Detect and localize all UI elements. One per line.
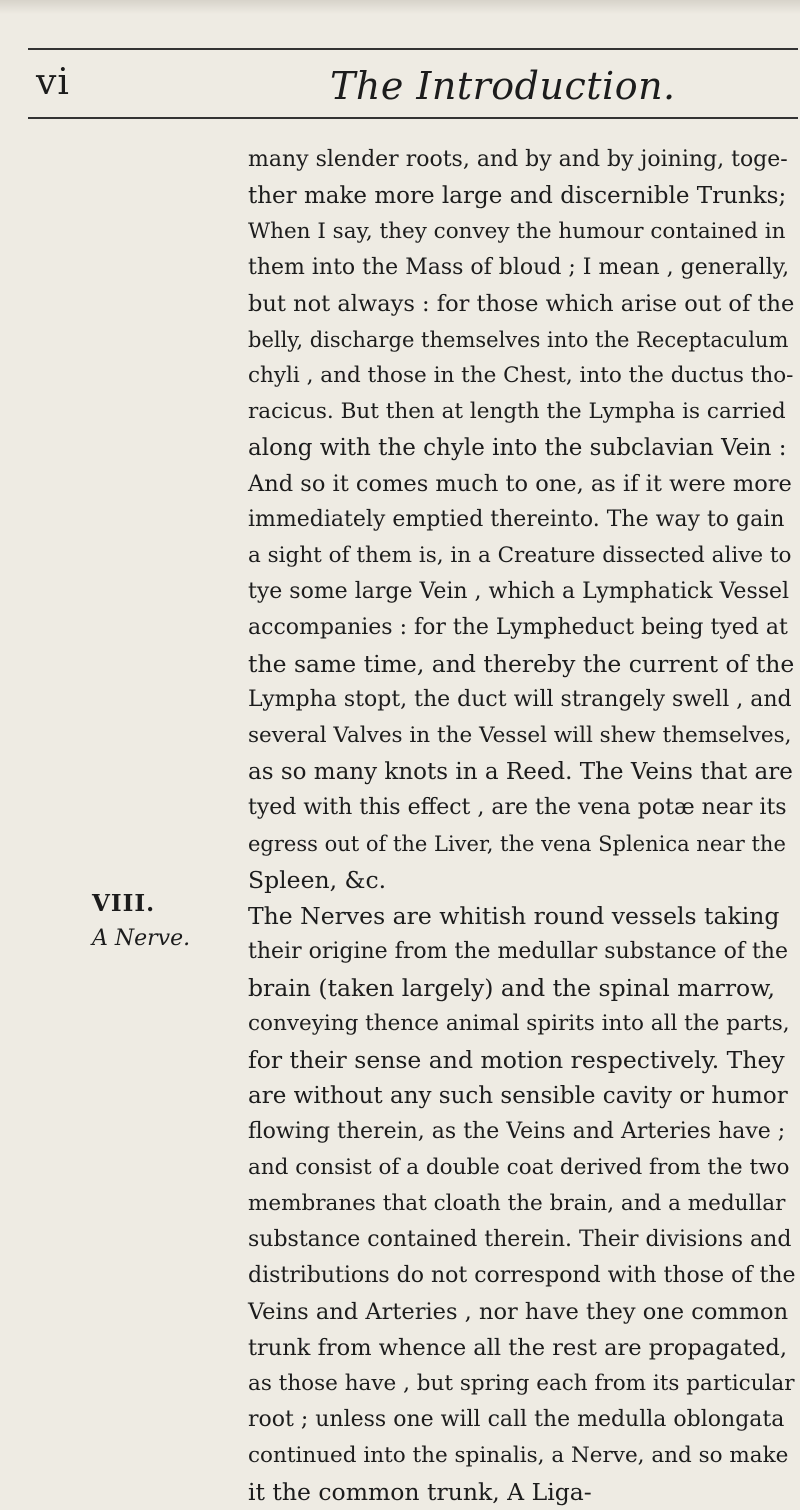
text-line: Veins and Arteries , nor have they one common [248, 1299, 789, 1325]
running-head: The Introduction. [330, 64, 676, 108]
text-line: belly, discharge themselves into the Receptaculum [248, 328, 789, 352]
text-line: distributions do not correspond with those of the [248, 1263, 796, 1288]
body-text [248, 142, 796, 1510]
text-line: them into the Mass of bloud ; I mean , generally, [248, 255, 790, 280]
text-line: and consist of a double coat derived from the two [248, 1155, 790, 1180]
text-line: root ; unless one will call the medulla oblongata [248, 1407, 785, 1432]
text-line: their origine from the medullar substance of the [248, 939, 788, 964]
text-line: Spleen, &c. [248, 866, 387, 894]
text-line: The Nerves are whitish round vessels taking [248, 902, 780, 930]
text-line: for their sense and motion respectively. They [248, 1046, 785, 1074]
text-line: tyed with this effect , are the vena potæ near its [248, 795, 787, 820]
text-line: membranes that cloath the brain, and a medullar [248, 1191, 786, 1216]
text-line: but not always : for those which arise out of the [248, 291, 795, 317]
text-line: egress out of the Liver, the vena Splenica near the [248, 832, 786, 856]
text-line: And so it comes much to one, as if it were more [248, 471, 792, 497]
text-line: many slender roots, and by and by joining, toge- [248, 147, 788, 172]
header-rule [28, 117, 798, 119]
text-line: racicus. But then at length the Lympha is carried [248, 399, 786, 424]
page-number: vi [36, 62, 70, 103]
top-rule [28, 48, 798, 50]
text-line: ther make more large and discernible Trunks; [248, 183, 787, 209]
text-line: brain (taken largely) and the spinal marrow, [248, 974, 775, 1002]
text-line: as so many knots in a Reed. The Veins that are [248, 759, 793, 785]
text-line: several Valves in the Vessel will shew themselves, [248, 723, 792, 748]
text-line: accompanies : for the Lympheduct being tyed at [248, 615, 788, 640]
text-line: conveying thence animal spirits into all the parts, [248, 1011, 790, 1036]
text-line: as those have , but spring each from its particular [248, 1371, 795, 1396]
text-line: the same time, and thereby the current of the [248, 650, 795, 678]
text-line: trunk from whence all the rest are propagated, [248, 1335, 787, 1361]
text-line: immediately emptied thereinto. The way to gain [248, 507, 785, 532]
text-line: When I say, they convey the humour contained in [248, 219, 786, 244]
page-edge-shadow [0, 0, 800, 14]
text-line: chyli , and those in the Chest, into the ductus tho- [248, 363, 794, 388]
text-line: substance contained therein. Their divisions and [248, 1227, 792, 1252]
text-line: along with the chyle into the subclavian Vein : [248, 435, 787, 461]
text-line: tye some large Vein , which a Lymphatick Vessel [248, 579, 790, 604]
margin-section-number: VIII. [92, 890, 156, 917]
text-line: flowing therein, as the Veins and Arteries have ; [248, 1119, 786, 1144]
text-line: are without any such sensible cavity or humor [248, 1083, 788, 1109]
margin-note: A Nerve. [92, 926, 191, 951]
text-line: continued into the spinalis, a Nerve, and so make [248, 1443, 789, 1468]
text-line: it the common trunk, A Liga- [248, 1478, 592, 1506]
text-line: Lympha stopt, the duct will strangely swell , and [248, 687, 792, 712]
text-line: a sight of them is, in a Creature dissected alive to [248, 543, 792, 568]
